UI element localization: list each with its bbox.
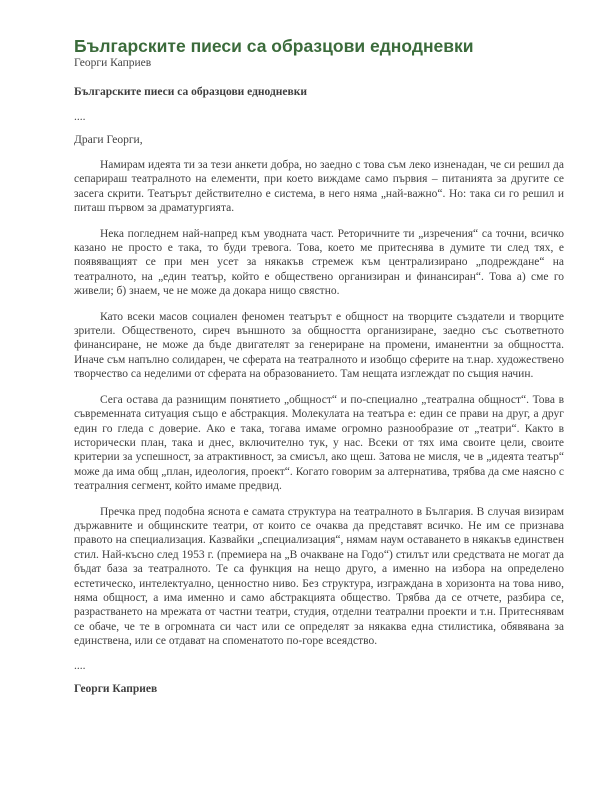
paragraph-4: Сега остава да разнищим понятието „общност“ и по-специално „театрална общност“. Това в съвременната ситуация също е абстракция. Молекулата на театъра е: един се прави на друг, а друг един го гледа с доверие. Ако е така, тогава имаме огромно разнообразие от „театри“. Както в исторически план, така и днес, включително тук, у нас. Всеки от тях има своите цели, своите критерии за успешност, за атрактивност, за смисъл, ако щеш. Затова не мисля, че в „идеята театър“ може да има общ „план, идеология, проект“. Когато говорим за алтернатива, трябва да сме наясно с театралния сегмент, който имаме предвид.: [74, 393, 564, 493]
paragraph-5: Пречка пред подобна яснота е самата структура на театралното в България. В случая визирам държавните и общинските театри, от които се очаква да представят всичко. Не им се признава правото на специализация. Казвайки „специализация“, нямам наум оставането в някакъв единствен стил. Най-късно след 1953 г. (премиера на „В очакване на Годо“) стилът или средствата не могат да бъдат база за театралното. Те са функция на нещо друго, а именно на избора на определено естетическо, интелектуално, ценностно ниво. Без структура, изграждана в хоризонта на това ниво, няма общност, а има именно и само абстракцията общество. Трябва да се отчете, разбира се, разрастването на мрежата от частни театри, студия, отделни театрални проекти и т.н. Притеснявам се обаче, че те в огромната си част или се определят за някаква една стилистика, обявявана за единствена, или се отдават на споменатото по-горе всеядство.: [74, 505, 564, 648]
ellipsis-top: ....: [74, 111, 86, 123]
paragraph-1: Намирам идеята ти за тези анкети добра, но заедно с това съм леко изненадан, че си решил да сепарираш театралното на елементи, при което виждаме само първия – питанията за другите се засега скрити. Театърът действително е система, в него няма „най-важно“. Но: така си го решил и питаш първом за драматургията.: [74, 159, 564, 215]
paragraph-3: Като всеки масов социален феномен театърът е общност на творците създатели и творците зрители. Общественото, сиреч външното за общността организиране, заедно със съответното финансиране, не може да бъде двигателят за генериране на промени, иманентни за общността. Иначе съм напълно солидарен, че сферата на театралното и изобщо сферите на т.нар. художествено творчество са неделими от сферата на образованието. Там нещата изглеждат по същия начин.: [74, 310, 564, 381]
ellipsis-bottom: ....: [74, 659, 86, 672]
paragraph-2: Нека погледнем най-напред към уводната част. Реторичните ти „изречения“ са точни, всичко казано не просто е така, то буди тревога. Това, което ме притеснява в думите ти след тях, е появяващият се при мен усет за някакъв стремеж към централизирано „подреждане“ на театралното, на „един театър, който е обществено организиран и финансиран“. Това а) сме го живели; б) знаем, че не може да докара нищо свястно.: [74, 227, 564, 298]
signature: Георги Каприев: [74, 682, 158, 695]
author-byline: Георги Каприев: [74, 57, 152, 69]
article: [74, 36, 564, 696]
article-subtitle: Българските пиеси са образцови еднодневки: [74, 86, 307, 98]
article-title: Българските пиеси са образцови еднодневки: [74, 36, 474, 56]
letter-greeting: Драги Георги,: [74, 134, 143, 146]
